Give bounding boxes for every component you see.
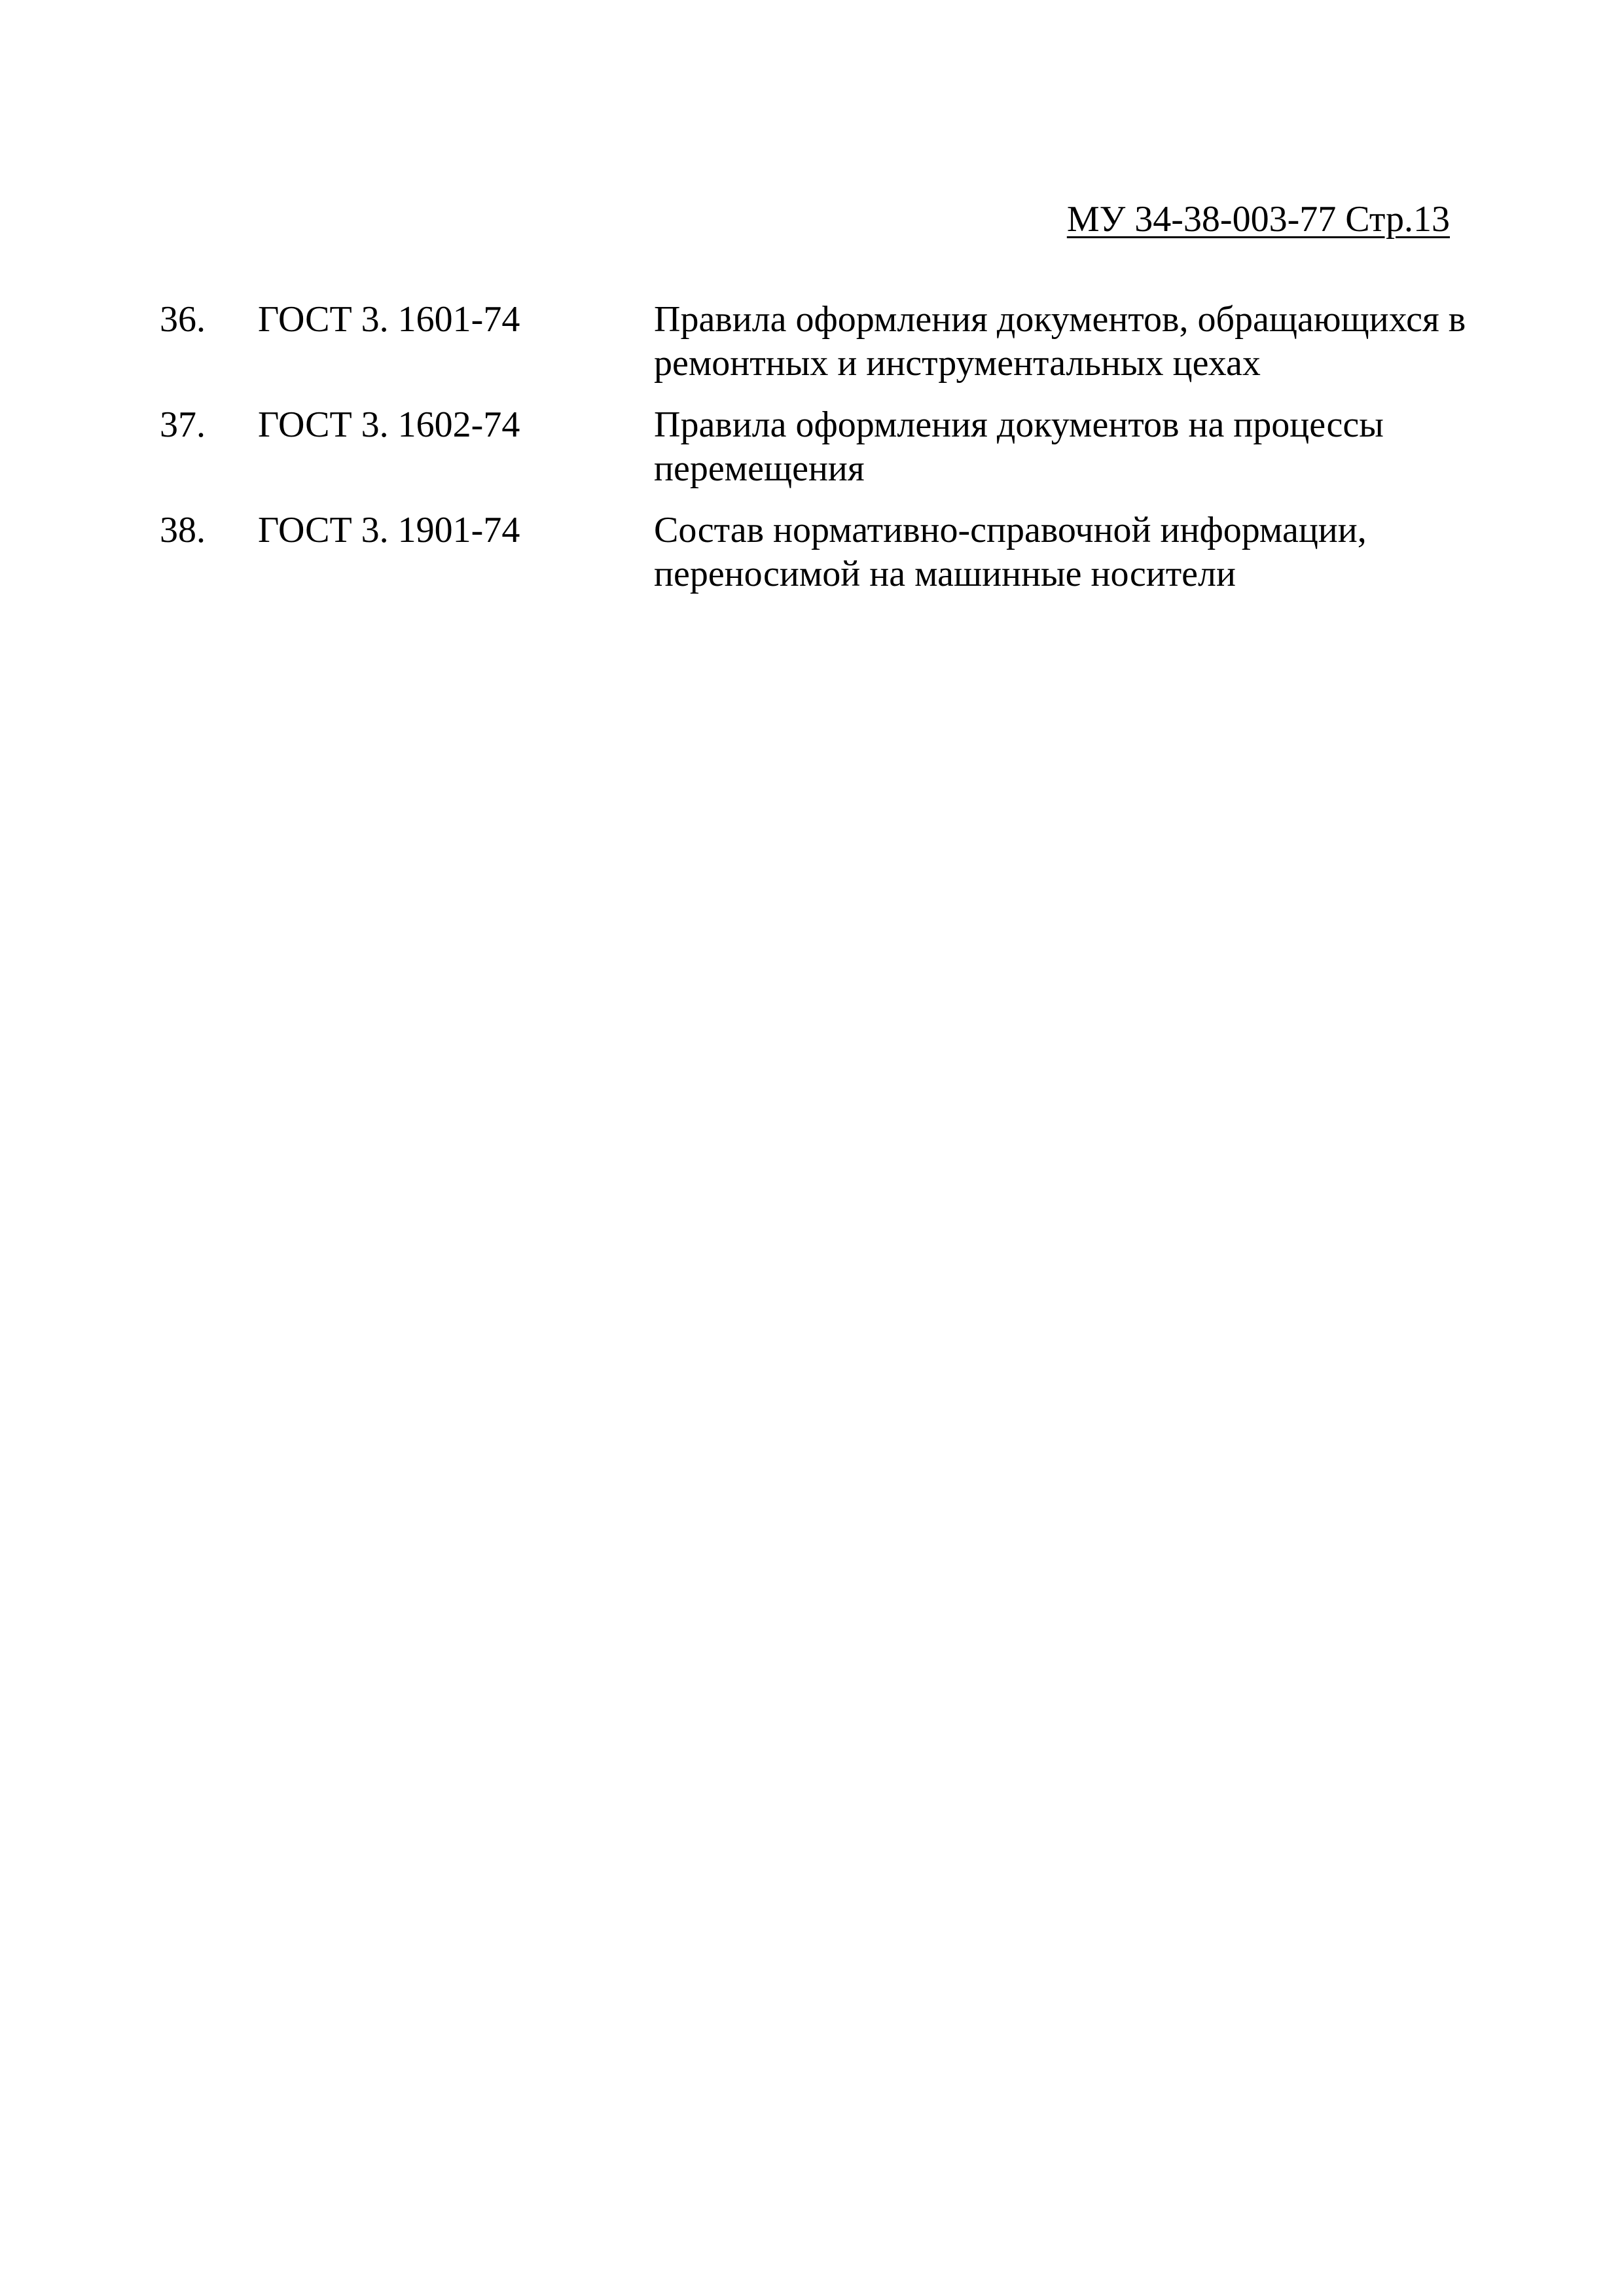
reference-item <box>160 298 1541 386</box>
reference-item <box>160 509 1541 596</box>
reference-title <box>654 298 1541 386</box>
reference-title-line: Правила оформления документов, обращающихся в <box>654 299 1466 340</box>
reference-title-line: ремонтных и инструментальных цехах <box>654 343 1261 384</box>
reference-title <box>654 403 1541 491</box>
reference-title-line: Состав нормативно-справочной информации, <box>654 510 1367 550</box>
reference-standard-code: ГОСТ 3. 1601-74 <box>258 299 520 340</box>
reference-title-line: Правила оформления документов на процессы <box>654 404 1384 445</box>
reference-item <box>160 403 1541 491</box>
page-header: МУ 34-38-003-77 Стр.13 <box>1066 199 1450 240</box>
reference-title-line: перемещения <box>654 448 865 489</box>
reference-number: 38. <box>160 510 206 550</box>
reference-number: 37. <box>160 404 206 445</box>
reference-title <box>654 509 1541 596</box>
reference-number: 36. <box>160 299 206 340</box>
reference-list <box>160 298 1541 614</box>
reference-standard-code: ГОСТ 3. 1901-74 <box>258 510 520 550</box>
reference-standard-code: ГОСТ 3. 1602-74 <box>258 404 520 445</box>
reference-title-line: переносимой на машинные носители <box>654 554 1236 594</box>
